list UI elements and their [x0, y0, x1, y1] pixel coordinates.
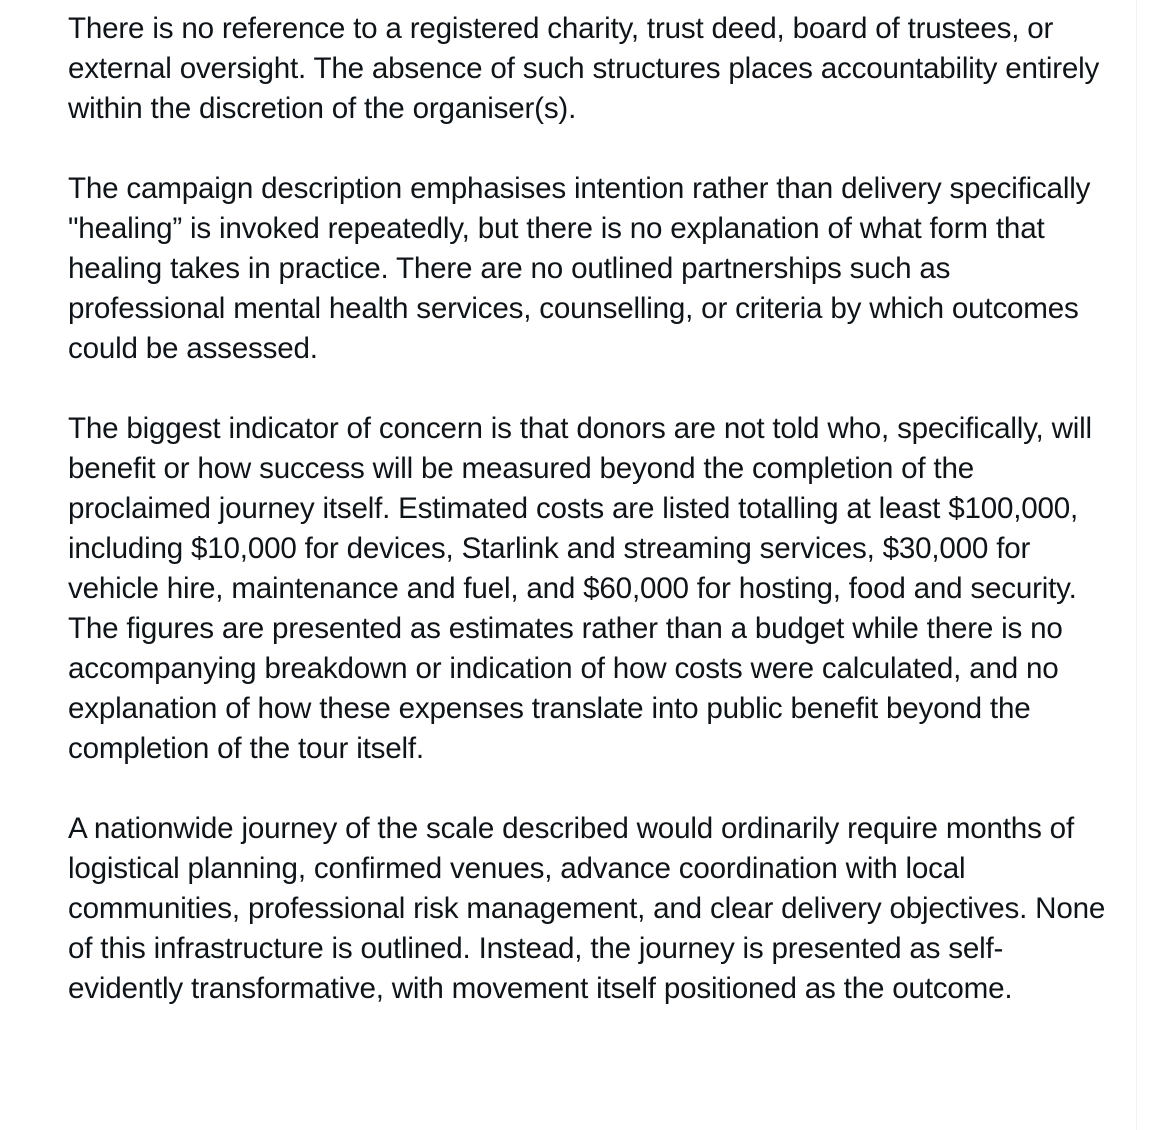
post-paragraph-healing: The campaign description emphasises intention rather than delivery specifically "healing” is invoked repeatedly, but there is no explanation of what form that healing takes in practice. There are no outlined partnerships such as professional mental health services, counselling, or criteria by which outcomes could be assessed.	[68, 172, 1091, 365]
post-paragraph-logistics: A nationwide journey of the scale described would ordinarily require months of logistical planning, confirmed venues, advance coordination with local communities, professional risk management, and clear delivery objectives. None of this infrastructure is outlined. Instead, the journey is presented as self-evidently transformative, with movement itself positioned as the outcome.	[68, 812, 1106, 1005]
column-divider	[1136, 0, 1137, 1130]
post-text	[68, 9, 1108, 1009]
post-paragraph-oversight: There is no reference to a registered charity, trust deed, board of trustees, or external oversight. The absence of such structures places accountability entirely within the discretion of the organiser(s).	[68, 12, 1100, 125]
post-paragraph-costs: The biggest indicator of concern is that donors are not told who, specifically, will benefit or how success will be measured beyond the completion of the proclaimed journey itself. Estimated costs are listed totalling at least $100,000, including $10,000 for devices, Starlink and streaming services, $30,000 for vehicle hire, maintenance and fuel, and $60,000 for hosting, food and security. The figures are presented as estimates rather than a budget while there is no accompanying breakdown or indication of how costs were calculated, and no explanation of how these expenses translate into public benefit beyond the completion of the tour itself.	[68, 412, 1092, 765]
